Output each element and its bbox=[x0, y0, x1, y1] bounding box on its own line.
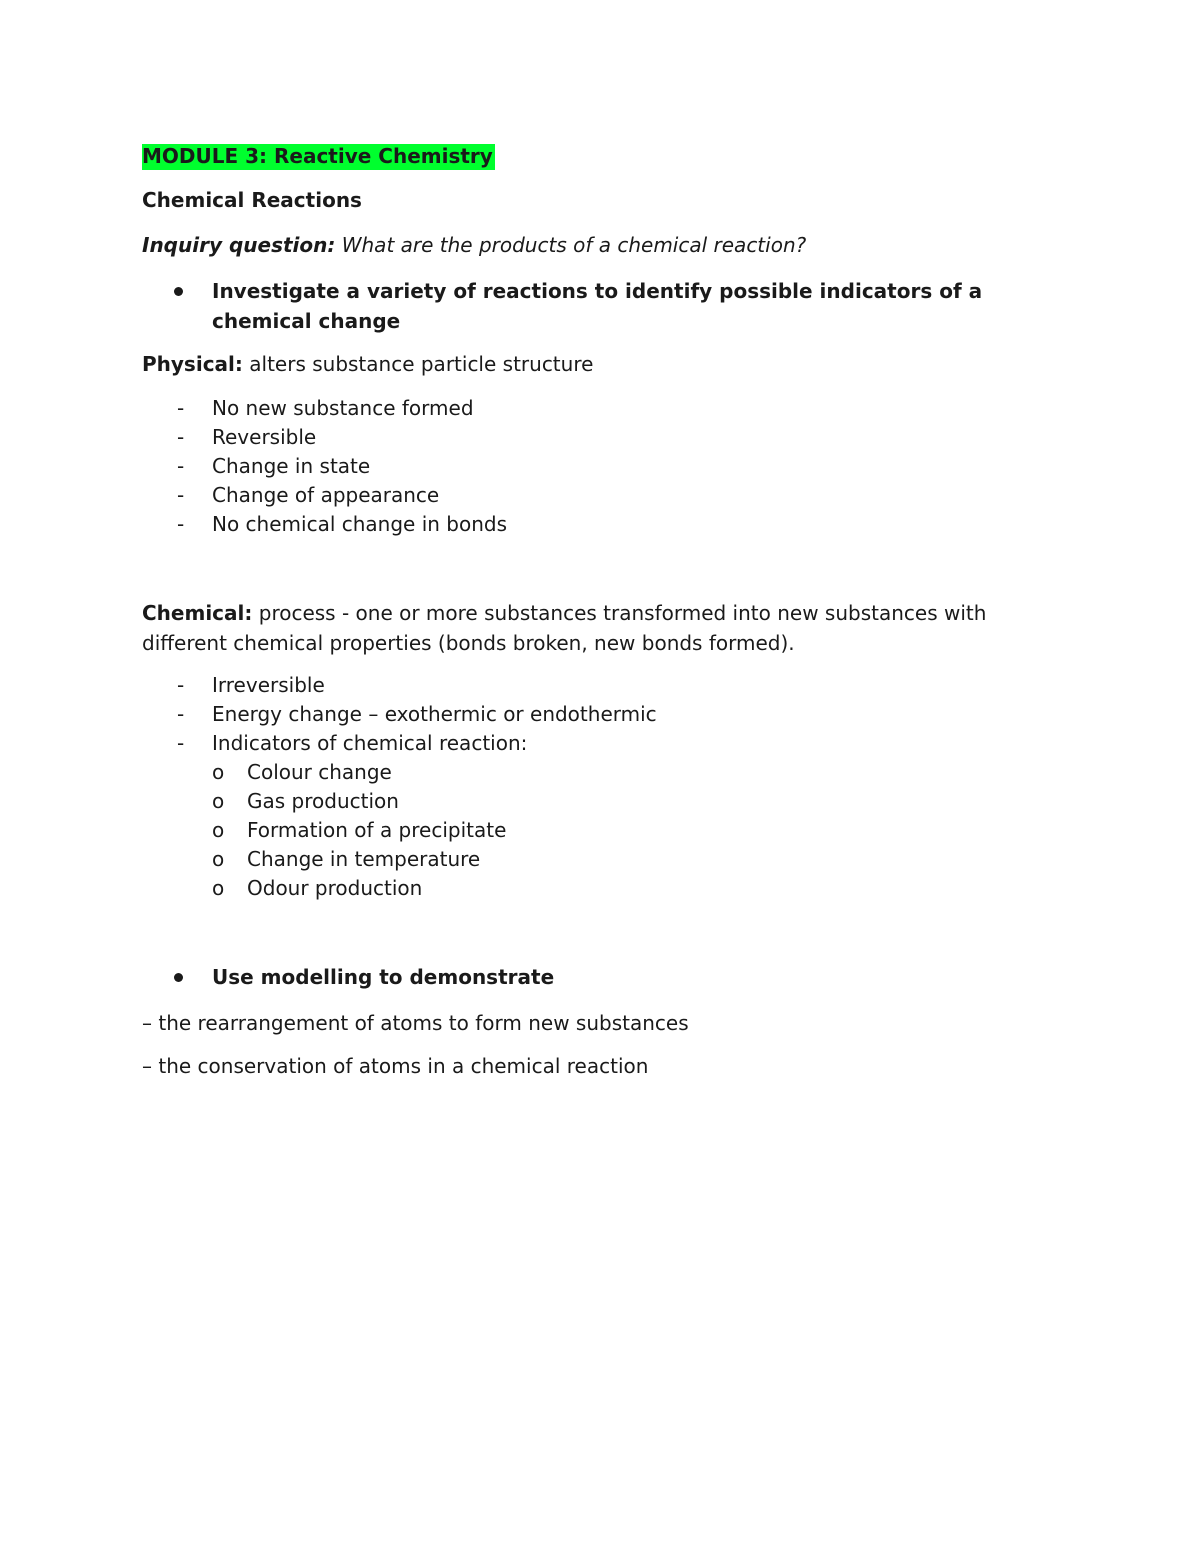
dash-marker: - bbox=[177, 425, 185, 449]
dash-marker: - bbox=[177, 673, 185, 697]
syllabus-point-1: Investigate a variety of reactions to identify possible indicators of a chemical change bbox=[212, 279, 983, 333]
section-heading: Chemical Reactions bbox=[142, 188, 362, 212]
dash-marker: - bbox=[177, 731, 185, 755]
list-item-text: Odour production bbox=[247, 876, 423, 900]
inquiry-question bbox=[142, 230, 806, 260]
chemical-text: process - one or more substances transformed into new substances with different chemical properties (bonds broken, new bonds formed). bbox=[142, 601, 987, 655]
dash-marker: - bbox=[177, 512, 185, 536]
list-item-text: No chemical change in bonds bbox=[212, 512, 508, 536]
circle-marker: o bbox=[212, 818, 225, 842]
module-title-highlight: MODULE 3: Reactive Chemistry bbox=[142, 144, 493, 168]
inquiry-text: What are the products of a chemical reaction? bbox=[335, 233, 807, 257]
list-item-text: Energy change – exothermic or endothermic bbox=[212, 702, 657, 726]
dash-marker: - bbox=[177, 483, 185, 507]
physical-text: alters substance particle structure bbox=[242, 352, 594, 376]
chemical-label: Chemical: bbox=[142, 601, 253, 625]
dash-marker: - bbox=[177, 454, 185, 478]
modelling-point-2: – the conservation of atoms in a chemical reaction bbox=[142, 1054, 649, 1078]
list-item-text: Indicators of chemical reaction: bbox=[212, 731, 528, 755]
list-item-text: Irreversible bbox=[212, 673, 325, 697]
list-item-text: Change in state bbox=[212, 454, 371, 478]
list-item-text: Change of appearance bbox=[212, 483, 440, 507]
physical-label: Physical: bbox=[142, 352, 243, 376]
circle-marker: o bbox=[212, 760, 225, 784]
list-item-text: Gas production bbox=[247, 789, 399, 813]
circle-marker: o bbox=[212, 789, 225, 813]
syllabus-point-2: Use modelling to demonstrate bbox=[212, 965, 555, 989]
list-item-text: Reversible bbox=[212, 425, 317, 449]
list-item-text: No new substance formed bbox=[212, 396, 474, 420]
inquiry-label: Inquiry question: bbox=[142, 233, 336, 257]
list-item-text: Change in temperature bbox=[247, 847, 481, 871]
list-item-text: Colour change bbox=[247, 760, 392, 784]
module-title bbox=[142, 141, 495, 171]
physical-definition bbox=[142, 349, 593, 379]
list-item-text: Formation of a precipitate bbox=[247, 818, 507, 842]
dash-marker: - bbox=[177, 396, 185, 420]
chemical-definition bbox=[142, 598, 1022, 658]
bullet-dot-icon bbox=[174, 973, 183, 982]
circle-marker: o bbox=[212, 847, 225, 871]
modelling-point-1: – the rearrangement of atoms to form new substances bbox=[142, 1011, 689, 1035]
dash-marker: - bbox=[177, 702, 185, 726]
bullet-dot-icon bbox=[174, 287, 183, 296]
circle-marker: o bbox=[212, 876, 225, 900]
